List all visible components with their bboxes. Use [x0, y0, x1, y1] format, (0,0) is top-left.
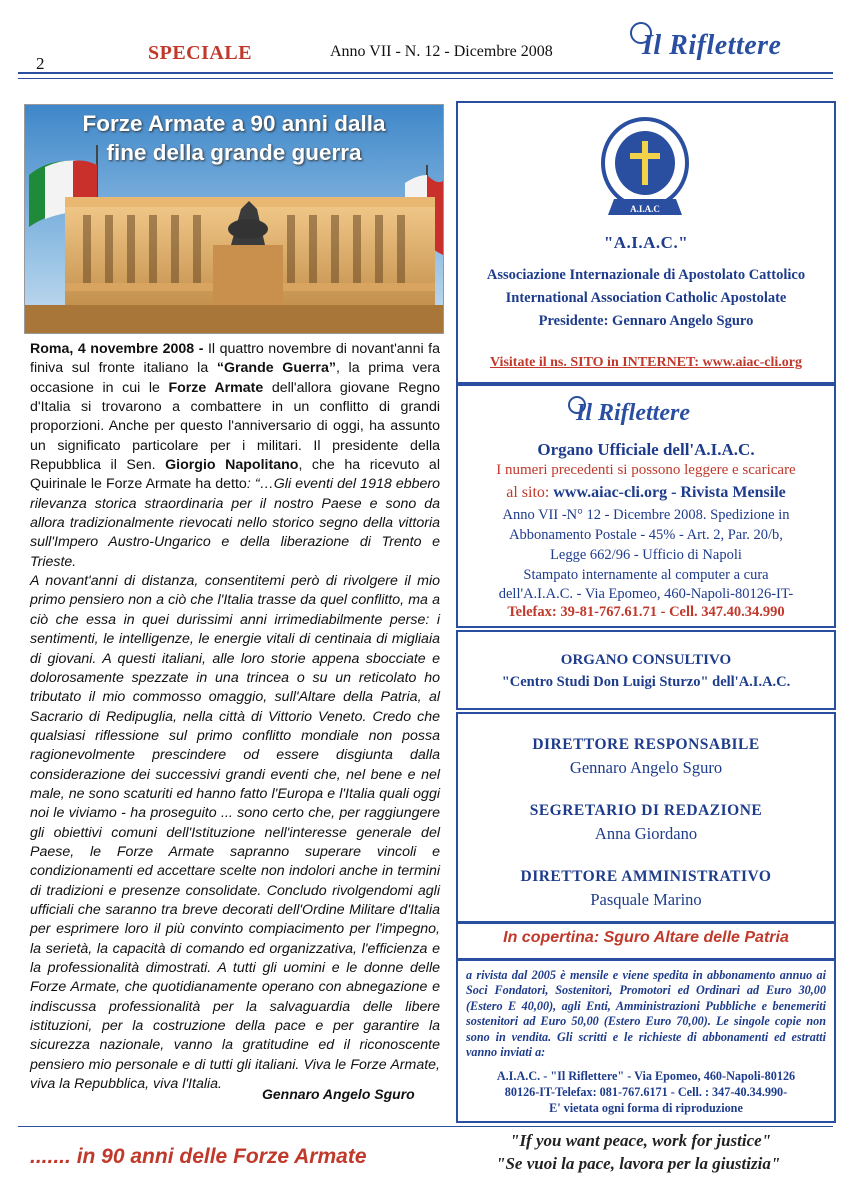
- aiac-title: "A.I.A.C.": [603, 233, 689, 252]
- consultivo-title: ORGANO CONSULTIVO: [560, 652, 732, 668]
- consultivo-subtitle: "Centro Studi Don Luigi Sturzo" dell'A.I.A.C.: [501, 674, 791, 690]
- emblem-base-text: A.I.A.C: [630, 204, 660, 214]
- numeri-sito: al sito: www.aiac-cli.org - Rivista Mensile: [506, 484, 786, 501]
- copertina-box: [456, 921, 836, 961]
- telefax-line: Telefax: 39-81-767.61.71 - Cell. 347.40.34.990: [507, 604, 785, 620]
- staff-role: DIRETTORE RESPONSABILE: [532, 736, 760, 753]
- copertina-caption: In copertina: Sguro Altare delle Patria: [503, 929, 789, 946]
- postal-line: Abbonamento Postale - 45% - Art. 2, Par. 20/b,: [509, 527, 783, 543]
- masthead-logo: [630, 22, 840, 70]
- staff-role: SEGRETARIO DI REDAZIONE: [529, 802, 763, 819]
- address-line: dell'A.I.A.C. - Via Epomeo, 460-Napoli-80126-IT-: [498, 586, 794, 602]
- site-link[interactable]: www.aiac-cli.org - Rivista Mensile: [553, 484, 786, 501]
- article-dateline: Roma, 4 novembre 2008 -: [30, 341, 208, 357]
- article-signature: Gennaro Angelo Sguro: [262, 1086, 415, 1102]
- aiac-president: Presidente: Gennaro Angelo Sguro: [538, 313, 754, 329]
- section-label: SPECIALE: [148, 42, 253, 64]
- issue-info: Anno VII - N. 12 - Dicembre 2008: [330, 43, 553, 60]
- logo-text: Il Riflettere: [642, 30, 782, 61]
- staff-name: Gennaro Angelo Sguro: [569, 758, 723, 777]
- page-number: 2: [36, 54, 45, 73]
- header-rule-thin: [18, 78, 833, 79]
- organo-ufficiale: Organo Ufficiale dell'A.I.A.C.: [537, 440, 755, 459]
- article-paragraph-2: A novant'anni di distanza, consentitemi però di rivolgere il mio primo pensiero non a ciò che l'Italia trasse da quel conflitto, ma a ciò che essa in quei durissimi anni irrimediabilmente perse: i sentimenti, le intelligenze, le energie vitali di centinaia di migliaia di giovani. A questi italiani, alle loro storie appena sbocciate e dolorosamente spezzate in una trincea o su un reticolato ho tributato il mio commosso omaggio, sull'Altare della Patria, al Sacrario di Redipuglia, nella città di Vittorio Veneto. Credo che qualsiasi riflessione sul primo conflitto mondiale non possa ragionevolmente prescindere od essere disgiunta dalla considerazione dei successivi grandi eventi che, nel bene e nel male, ne sono scaturiti ed hanno fatto l'Europa e l'Italia quali oggi noi le viviamo - ha proseguito ... sono certo che, per raggiungere gli obiettivi comuni dell'Istituzione nell'interesse generale del Paese, le Forze Armate sapranno superare vincoli e condizionamenti ed accettare scelte non indolori anche in termini di tradizioni e presenze consolidate. Concludo rivolgendomi agli ufficiali che saranno tra breve decorati dell'Ordine Militare d'Italia per esprimere loro il più convinto compiacimento per l'impegno, la serietà, la capacità di comando ed organizzativa, l'efficienza e la professionalità dimostrati. A tutti gli uomini e le donne delle Forze Armate, che quotidianamente operano con abnegazione e indiscussa professionalità per la salvaguardia delle libere istituzioni, per la costruzione della pace e per garantire la sicurezza nazionale, vanno la gratitudine ed il riconoscente pensiero mio personale e di tutti gli italiani. Viva le Forze Armate, viva la Repubblica, viva l'Italia.: [30, 573, 440, 1093]
- aiac-name-it: Associazione Internazionale di Apostolato Cattolico: [486, 267, 806, 283]
- cover-photo: [24, 104, 444, 334]
- numeri-precedenti: I numeri precedenti si possono leggere e scaricare: [496, 462, 796, 478]
- footer-rule: [18, 1126, 833, 1127]
- footer-quote-it: "Se vuoi la pace, lavora per la giustizia": [496, 1154, 781, 1173]
- photo-title: [25, 109, 443, 167]
- issue-line: Anno VII -N° 12 - Dicembre 2008. Spedizione in: [502, 507, 790, 523]
- article-paragraph-1: Roma, 4 novembre 2008 - Il quattro novembre di novant'anni fa finiva sul fronte italiano la “Grande Guerra”, la prima vera occasione in cui le Forze Armate dell'allora giovane Regno d'Italia si trovarono a combattere in un conflitto di grandi proporzioni. Anche per questo l'anniversario di oggi, ha assunto un significato particolare per i militari. Il presidente della Repubblica il Sen. Giorgio Napolitano, che ha ricevuto al Quirinale le Forze Armate ha detto: “…Gli eventi del 1918 ebbero rilevanza storica straordinaria per il nostro Paese e sono da allora tradizionalmente rievocati nello storico segno della vittoria sull'Impero Austro-Ungarico e della liberazione di Trento e Trieste.: [30, 341, 441, 570]
- article-body: [30, 340, 440, 1094]
- consultivo-box: [456, 630, 836, 710]
- subscription-box: [456, 958, 836, 1123]
- aiac-name-en: International Association Catholic Apostolate: [505, 290, 787, 306]
- subscription-text: a rivista dal 2005 è mensile e viene spedita in abbonamento annuo ai Soci Fondatori, Sostenitori, Promotori ed Ordinari ad Euro 30,00 (Estero E 40,00), agli Enti, Amministrazioni Pubbliche e benemeriti sostenitori ad Euro 50,00 (Estero Euro 70,00). Le singole copie non sono in vendita. Gli scritti e le richieste di abbonamenti ed estratti vanno inviati a:: [466, 968, 826, 1060]
- law-line: Legge 662/96 - Ufficio di Napoli: [550, 547, 742, 563]
- subscription-rights: E' vietata ogni forma di riproduzione: [549, 1101, 743, 1115]
- aiac-emblem-icon: [598, 115, 692, 225]
- photo-title-line2: fine della grande guerra: [106, 140, 362, 165]
- staff-role: DIRETTORE AMMINISTRATIVO: [520, 868, 772, 885]
- staff-box: [456, 712, 836, 924]
- footer-tagline: ....... in 90 anni delle Forze Armate: [30, 1145, 367, 1168]
- subscription-address-1: A.I.A.C. - "Il Riflettere" - Via Epomeo, 460-Napoli-80126: [496, 1069, 796, 1083]
- aiac-website-link[interactable]: Visitate il ns. SITO in INTERNET: www.aiac-cli.org: [489, 355, 803, 370]
- footer-quote-en: "If you want peace, work for justice": [510, 1131, 772, 1150]
- staff-name: Pasquale Marino: [590, 890, 702, 909]
- staff-name: Anna Giordano: [594, 824, 698, 843]
- photo-title-line1: Forze Armate a 90 anni dalla: [82, 111, 386, 136]
- riflettere-box: [456, 384, 836, 628]
- subscription-address-2: 80126-IT-Telefax: 081-767.6171 - Cell. : 347-40.34.990-: [504, 1085, 788, 1099]
- riflettere-logo: Il Riflettere: [568, 396, 748, 432]
- aiac-box: [456, 101, 836, 384]
- printed-line: Stampato internamente al computer a cura: [523, 567, 769, 583]
- header-rule: [18, 72, 833, 74]
